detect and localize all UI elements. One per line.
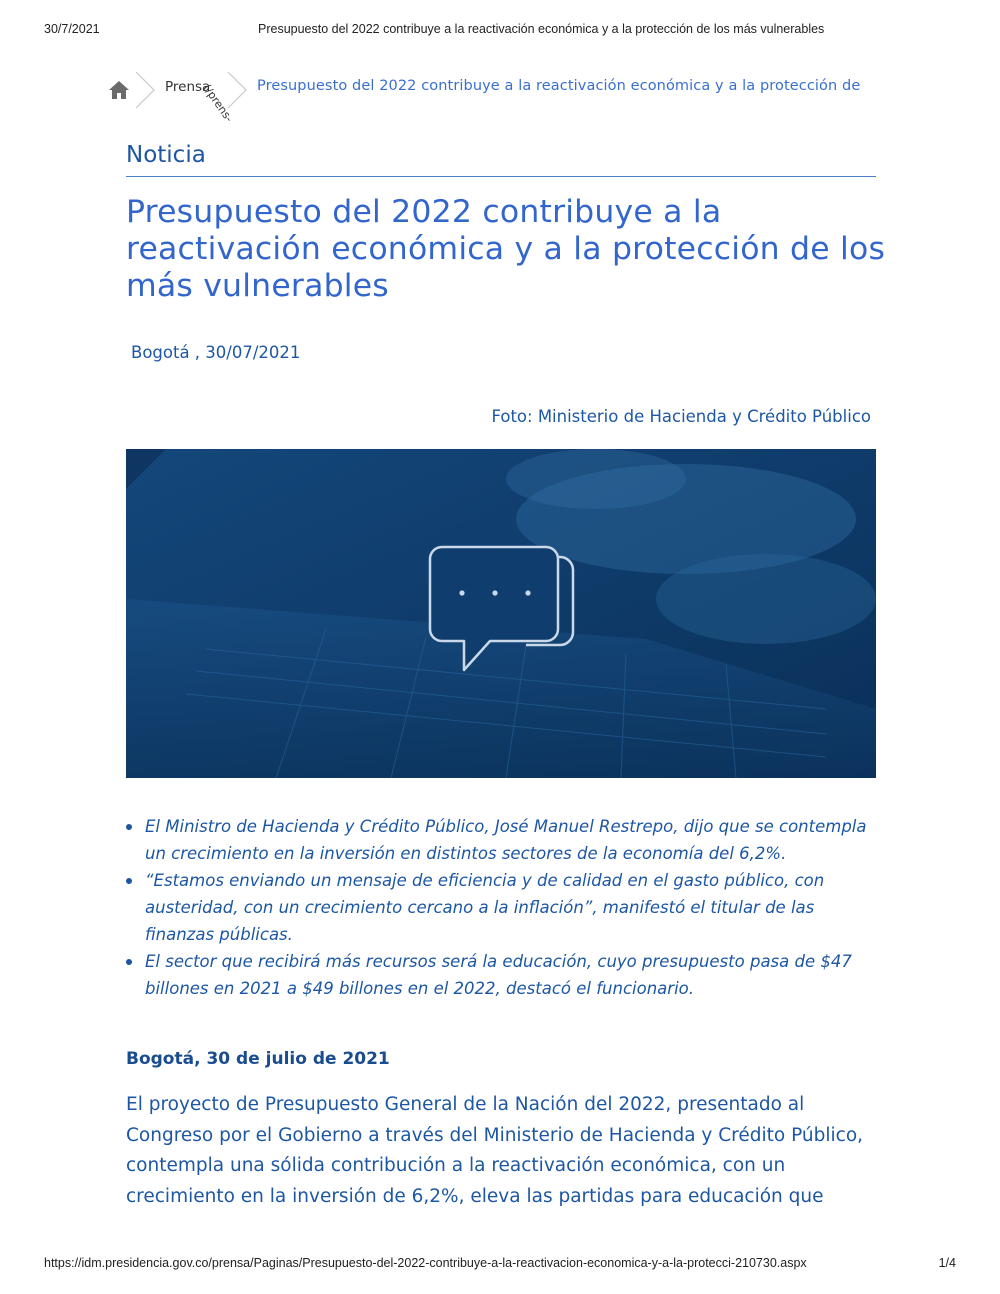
hero-image bbox=[126, 449, 876, 778]
breadcrumb-item-prensa[interactable]: Prensa bbox=[165, 79, 211, 95]
article-body: El proyecto de Presupuesto General de la Nación del 2022, presentado al Congreso por el Gobierno a través del Ministerio de Hacienda y Crédito Público, contempla una sólida contribución a la reactivación económica, con un crecimiento en la inversión de 6,2%, eleva las partidas para educación que bbox=[126, 1094, 864, 1207]
print-footer bbox=[44, 1256, 956, 1274]
print-title: Presupuesto del 2022 contribuye a la reactivación económica y a la protección de los más vulnerables bbox=[258, 22, 825, 36]
breadcrumb-item-slug: (/prens- bbox=[200, 82, 236, 125]
key-points-list bbox=[126, 813, 876, 1002]
list-item: El Ministro de Hacienda y Crédito Público, José Manuel Restrepo, dijo que se contempla un crecimiento en la inversión en distintos sectores de la economía del 6,2%. bbox=[126, 813, 876, 867]
chevron-right-icon bbox=[134, 70, 156, 110]
page-number: 1/4 bbox=[938, 1256, 956, 1270]
article-headline: Presupuesto del 2022 contribuye a la reactivación económica y a la protección de los más vulnerables bbox=[126, 194, 886, 304]
photo-credit: Foto: Ministerio de Hacienda y Crédito Público bbox=[491, 407, 871, 426]
breadcrumb bbox=[106, 70, 896, 125]
breadcrumb-item-current[interactable]: Presupuesto del 2022 contribuye a la reactivación económica y a la protección de bbox=[257, 78, 861, 94]
article-dateline: Bogotá , 30/07/2021 bbox=[131, 343, 301, 362]
list-item: “Estamos enviando un mensaje de eficiencia y de calidad en el gasto público, con austeridad, con un crecimiento cercano a la inflación”, manifestó el titular de las finanzas públicas. bbox=[126, 867, 876, 948]
section-divider bbox=[126, 176, 876, 177]
chevron-right-icon bbox=[226, 70, 248, 110]
print-header bbox=[44, 22, 956, 42]
print-url: https://idm.presidencia.gov.co/prensa/Paginas/Presupuesto-del-2022-contribuye-a-la-reactivacion-economica-y-a-la-protecci-210730.aspx bbox=[44, 1256, 807, 1270]
list-item: El sector que recibirá más recursos será la educación, cuyo presupuesto pasa de $47 billones en 2021 a $49 billones en el 2022, destacó el funcionario. bbox=[126, 948, 876, 1002]
print-date: 30/7/2021 bbox=[44, 22, 100, 36]
article-subhead: Bogotá, 30 de julio de 2021 bbox=[126, 1049, 390, 1069]
section-label: Noticia bbox=[126, 142, 206, 168]
home-icon[interactable] bbox=[108, 80, 130, 100]
hero-photo-illustration bbox=[126, 449, 876, 778]
